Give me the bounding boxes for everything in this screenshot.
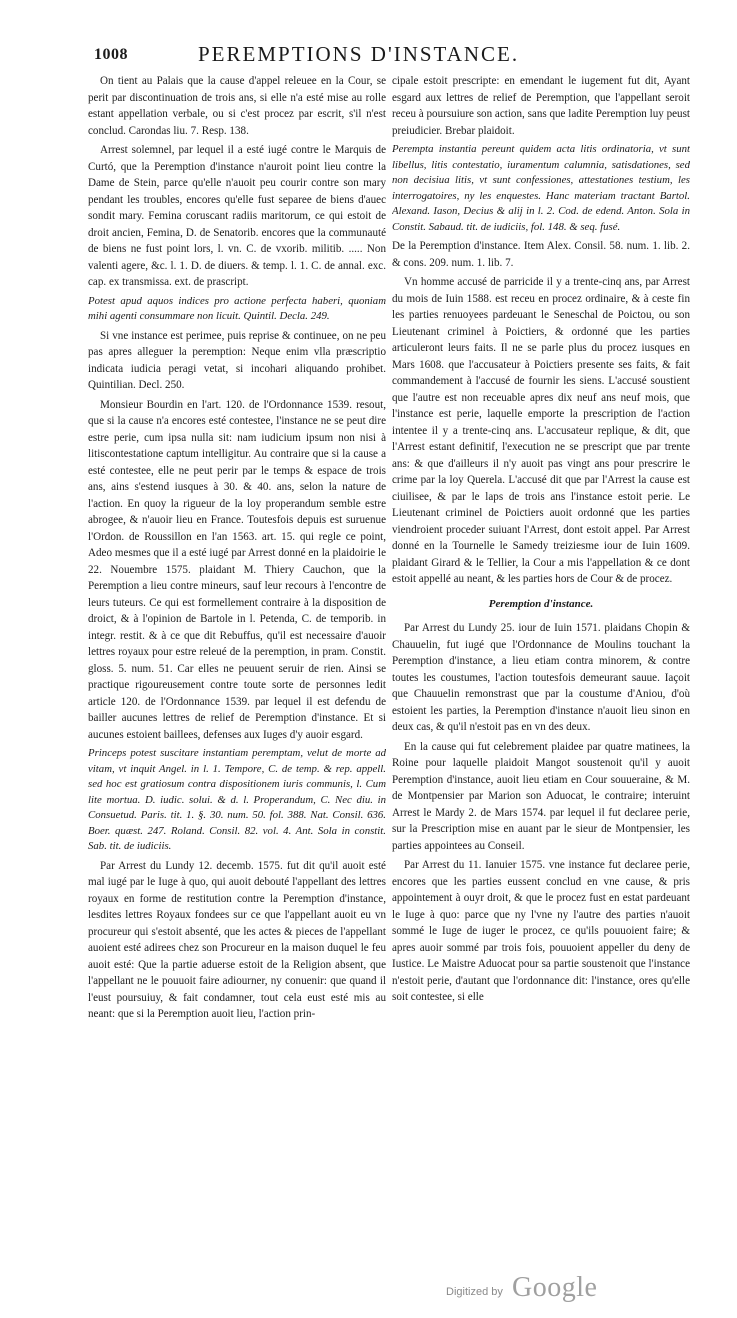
right-column: [392, 73, 690, 1288]
paragraph: Monsieur Bourdin en l'art. 120. de l'Ordonnance 1539. resout, que si la cause n'a encores esté contestee, l'instance ne se peut dire estre perie, cum ipsa nulla sit: nam iudicium ipsum non nisi à litiscontestatione captum intelligitur. Au contraire que si la cause a esté contestee, elle ne peut perir par le temps & espace de trois ans, ains s'estend iusques à 30. & 40. ans, selon la nature de l'action. En quoy la rigueur de la loy properandum semble estre abrogee, & n'auoir lieu en France. Toutesfois depuis est suruenue l'Ordon. de Roussillon en l'an 1563. art. 15. qui regle ce point, Adeo mesmes que il a esté iugé par Arrest donné en la plaidoirie le 22. Nouembre 1575. plaidant M. Thiery Cauchon, que la Peremption a lieu contre mineurs, sauf leur recours à l'encontre de leurs tuteurs. Ce qui est formellement contraire à la disposition de droict, & à l'opinion de Bartole in l. Petenda, C. de temporib. in integr. restit. & à ce que dit Rebuffus, qu'il est necessaire d'auoir lettres royaux pour estre releué de la peremption, in pram. Constit. gloss. 5. num. 51. Car elles ne peuuent seruir de rien. Ainsi se practique rigoureusement contre toute sorte de personnes ledit article 120. de l'Ordonnance 1539. par lequel il est defendu de bailler aucunes lettres de relief de Peremption d'instance. Et si aucunes estoient baillees, defenses aux Iuges d'y auoir esgard.: [88, 398, 386, 741]
paragraph: Par Arrest du 11. Ianuier 1575. vne instance fut declaree perie, encores que les parties eussent conclud en vne cause, & pris appointement à ouyr droit, & que le procez fust en estat pardeuant le Iuge à quo: parce que ny l'vne ny l'autre des parties n'auoit sommé le Iuge de iuger le procez, ce qu'ils pouuoient faire; & apres auoir sommé par trois fois, pouuoient appeller du deny de Iustice. Le Maistre Aduocat pour sa partie soustenoit que l'instance n'estoit perie, d'autant que l'ordonnance dit: l'instance, ores qu'elle soit contestee, si elle: [392, 859, 690, 1003]
paragraph: Si vne instance est perimee, puis reprise & continuee, on ne peu pas apres alleguer la peremption: Neque enim vlla præscriptio indicata iudicia peragi vetat, si incohari aliquando prohibet. Quintilian. Decl. 250.: [88, 329, 386, 391]
latin-quotation: Potest apud aquos indices pro actione perfecta haberi, quoniam mihi agenti consummare non licuit. Quintil. Decla. 249.: [88, 294, 386, 322]
book-page: [88, 40, 688, 1285]
digitized-by-label: Digitized by: [446, 1286, 503, 1298]
paragraph-continuation: cipale estoit prescripte: en emendant le iugement fut dit, Ayant esgard aux lettres de relief de Peremption, que l'appellant seroit receu à poursuiure son action, sans que ladite Peremption luy peust preiudicier. Brebar plaidoit.: [392, 75, 690, 137]
paragraph: Arrest solemnel, par lequel il a esté iugé contre le Marquis de Curtó, que la Peremption d'instance n'auroit point lieu contre la Dame de Stein, parce qu'elle n'auoit peu courir contre son mary pendant les troubles, encores qu'elle fust separee de biens d'auec sondit mary. Femina coruscant radiis maritorum, ce qui estoit de droit ancien, Femina, D. de Senatorib. encores que la communauté de biens ne fust point lors, l. vn. C. de vxorib. militib. ..... Non valenti agere, &c. l. 1. D. de diuers. & temp. l. 1. C. de annal. exc. cap. ex transmissa. ext. de prascript.: [88, 144, 386, 288]
paragraph: De la Peremption d'instance. Item Alex. Consil. 58. num. 1. lib. 2. & cons. 209. num. 1. lib. 7.: [392, 240, 690, 269]
digitization-footer: [0, 1272, 737, 1308]
section-heading: Peremption d'instance.: [488, 597, 594, 610]
running-title: PEREMPTIONS D'INSTANCE.: [198, 42, 520, 66]
left-column: [88, 73, 386, 1288]
latin-quotation: Princeps potest suscitare instantiam peremptam, velut de morte ad vitam, vt inquit Angel. in l. 1. Tempore, C. de temp. & rep. appell. sed hoc est gratiosum contra dispositionem iuris communis, l. Cum lite mortua. D. iudic. solui. & d. l. Properandum, C. Nec diu. in Consuetud. Paris. tit. 1. §. 30. num. 50. fol. 388. Nat. Consil. 636. Boer. quæst. 247. Roland. Consil. 82. vol. 4. Ant. Sola in constit. Sab. tit. de iudiciis.: [88, 747, 386, 852]
page-header: [88, 40, 688, 74]
page-number: 1008: [94, 46, 128, 63]
paragraph: En la cause qui fut celebrement plaidee par quatre matinees, la Roine pour laquelle plaidoit Mangot soustenoit qu'il y auoit Peremption d'instance, auoit lieu etiam en Cour souueraine, & M. de Montpensier par Marion son Aduocat, le contraire; interuint Arrest le Mardy 2. de Mars 1574. par lequel il fut declaree perie, sur la Prescription mise en auant par le sieur de Montpensier, les parties appointees au Conseil.: [392, 740, 690, 852]
paragraph: Par Arrest du Lundy 12. decemb. 1575. fut dit qu'il auoit esté mal iugé par le Iuge à quo, qui auoit debouté l'appellant des lettres royaux en forme de restitution contre la Peremption d'instance, lesdites lettres Royaux fondees sur ce que l'appellant auoit eu vn procureur qui s'estoit absenté, que les actes & pieces de l'appellant auoient esté adirees chez son Procureur en la maison duquel le feu auoit esté: Que la partie aduerse estoit de la Religion absent, que l'appellant ne le pouuoit faire adiourner, ny conuenir: que quand il l'eust poursuiuy, & fait condamner, tout cela eust esté mis au neant: que si la Peremption auoit lieu, l'action prin-: [88, 859, 386, 1020]
paragraph: Vn homme accusé de parricide il y a trente-cinq ans, par Arrest du mois de Iuin 1588. est receu en procez ordinaire, & à ceste fin les parties renuoyees pardeuant le Seneschal de Poictou, ou son Lieutenant criminel à Poictiers, & ordonné que les parties articuleront leurs faits. Il ne se parle plus du procez iusques en Mars 1608. que l'accusateur à Poictiers presente ses faits, & fait commandement à l'accusé de fournir les siens. L'accusé soustient que l'autre est non receuable apres dix neuf ans neuf mois, que l'instance est perie, laquelle emporte la prescription de l'action intentee il y a trente-cinq ans. L'accusateur replique, & dit, que l'Arrest estant definitif, l'execution ne se prescript que par trente ans: & que d'ailleurs il n'y auoit pas vingt ans pour prescrire le crime par la loy Querela. L'accusé dit que par l'Arrest la cause est ciuilisee, & par le laps de trois ans l'instance estoit perie. Le Lieutenant criminel de Poictiers auoit ordonné que les parties viendroient proceder suiuant l'Arrest, dont estoit appel. Par Arrest donné en la Tournelle le Samedy treiziesme iour de Iuin 1609. plaidant Girard & le Tellier, la Cour a mis l'appellation & ce dont estoit appellé au neant, & les parties hors de Cour & de procez.: [392, 276, 690, 585]
paragraph: On tient au Palais que la cause d'appel releuee en la Cour, se perit par discontinuation de trois ans, si elle n'a esté mise au rolle estant appellation verbale, ou si c'est procez par escrit, s'il n'est conclud. Carondas liu. 7. Resp. 138.: [88, 75, 386, 137]
paragraph: Par Arrest du Lundy 25. iour de Iuin 1571. plaidans Chopin & Chauuelin, fut iugé que l'Ordonnance de Moulins touchant la Peremption d'instance, a lieu etiam contra minorem, & contre toutes les coustumes, l'action toutesfois demeurant sauue. Iaçoit que Chauuelin remonstrast que par la coustume d'Aniou, d'où estoient les parties, la Peremption d'instance n'auoit lieu sinon en deux cas, & qu'il n'estoit pas en vn des deux.: [392, 622, 690, 733]
latin-quotation: Perempta instantia pereunt quidem acta litis ordinatoria, vt sunt libellus, litis contestatio, iuramentum calumnia, satisdationes, sed non decisiua litis, vt sunt confessiones, attestationes testium, les interrogatoires, ny les enquestes. Hanc materiam tractant Bartol. Alexand. Iason, Decius & alij in l. 2. Cod. de edend. Anton. Sola in Constit. Sabaud. tit. de iudiciis, fol. 148. & seq. fusé.: [392, 143, 690, 233]
google-logo: Google: [512, 1272, 598, 1303]
